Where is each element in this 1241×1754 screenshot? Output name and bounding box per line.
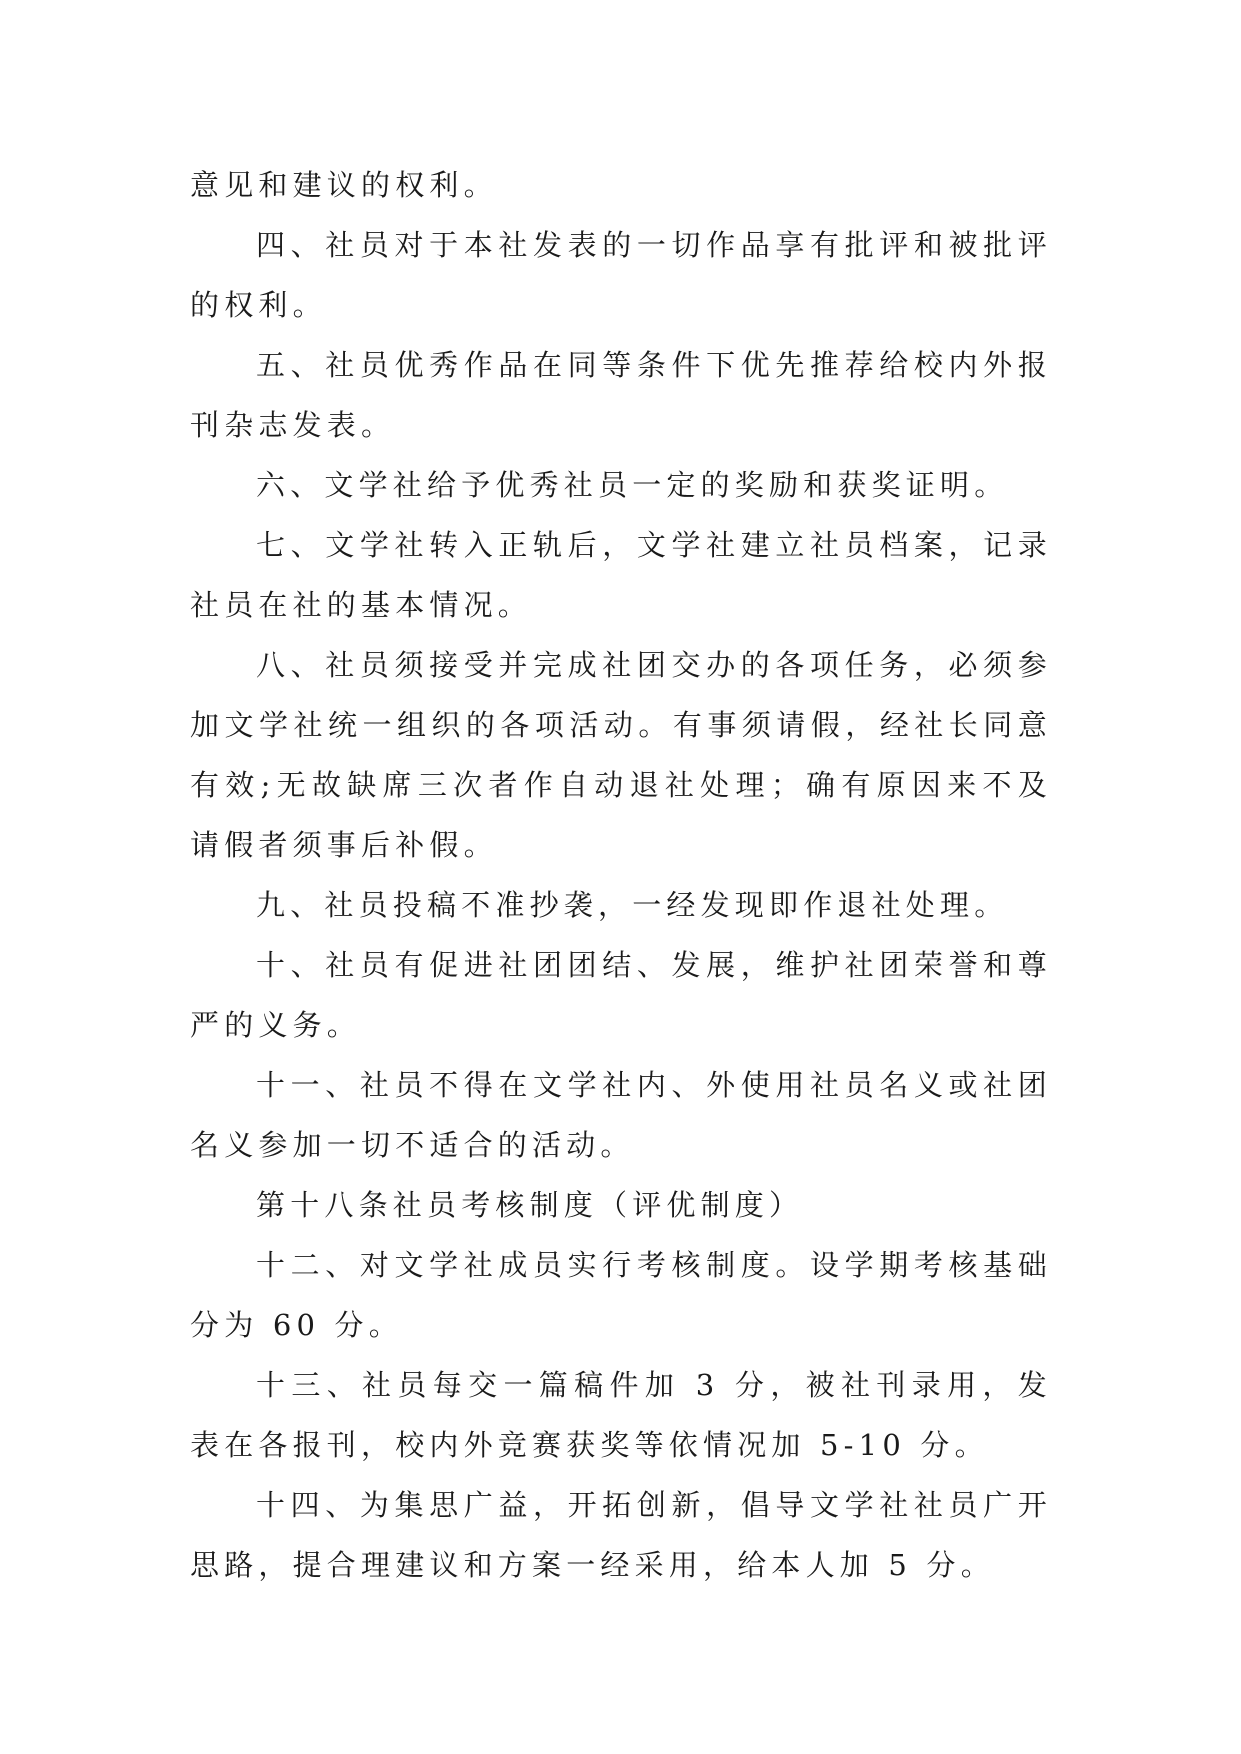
paragraph-11: 十三、社员每交一篇稿件加 3 分，被社刊录用，发表在各报刊，校内外竞赛获奖等依情况加 5-10 分。 (190, 1368, 1052, 1462)
paragraph-1: 意见和建议的权利。 (190, 168, 498, 202)
paragraph-3: 五、社员优秀作品在同等条件下优先推荐给校内外报刊杂志发表。 (190, 348, 1052, 442)
document-page (190, 155, 1052, 1595)
paragraph-12: 十四、为集思广益，开拓创新，倡导文学社社员广开思路，提合理建议和方案一经采用，给本人加 5 分。 (190, 1488, 1052, 1582)
paragraph-8: 十、社员有促进社团团结、发展，维护社团荣誉和尊严的义务。 (190, 948, 1052, 1042)
paragraph-10: 十二、对文学社成员实行考核制度。设学期考核基础分为 60 分。 (190, 1248, 1052, 1342)
section-heading: 第十八条社员考核制度（评优制度） (256, 1188, 804, 1222)
paragraph-7: 九、社员投稿不准抄袭，一经发现即作退社处理。 (256, 888, 1009, 922)
paragraph-2: 四、社员对于本社发表的一切作品享有批评和被批评的权利。 (190, 228, 1052, 322)
paragraph-4: 六、文学社给予优秀社员一定的奖励和获奖证明。 (256, 468, 1009, 502)
paragraph-6: 八、社员须接受并完成社团交办的各项任务，必须参加文学社统一组织的各项活动。有事须请假，经社长同意有效;无故缺席三次者作自动退社处理；确有原因来不及请假者须事后补假。 (190, 648, 1052, 862)
paragraph-9: 十一、社员不得在文学社内、外使用社员名义或社团名义参加一切不适合的活动。 (190, 1068, 1052, 1162)
paragraph-5: 七、文学社转入正轨后，文学社建立社员档案，记录社员在社的基本情况。 (190, 528, 1052, 622)
